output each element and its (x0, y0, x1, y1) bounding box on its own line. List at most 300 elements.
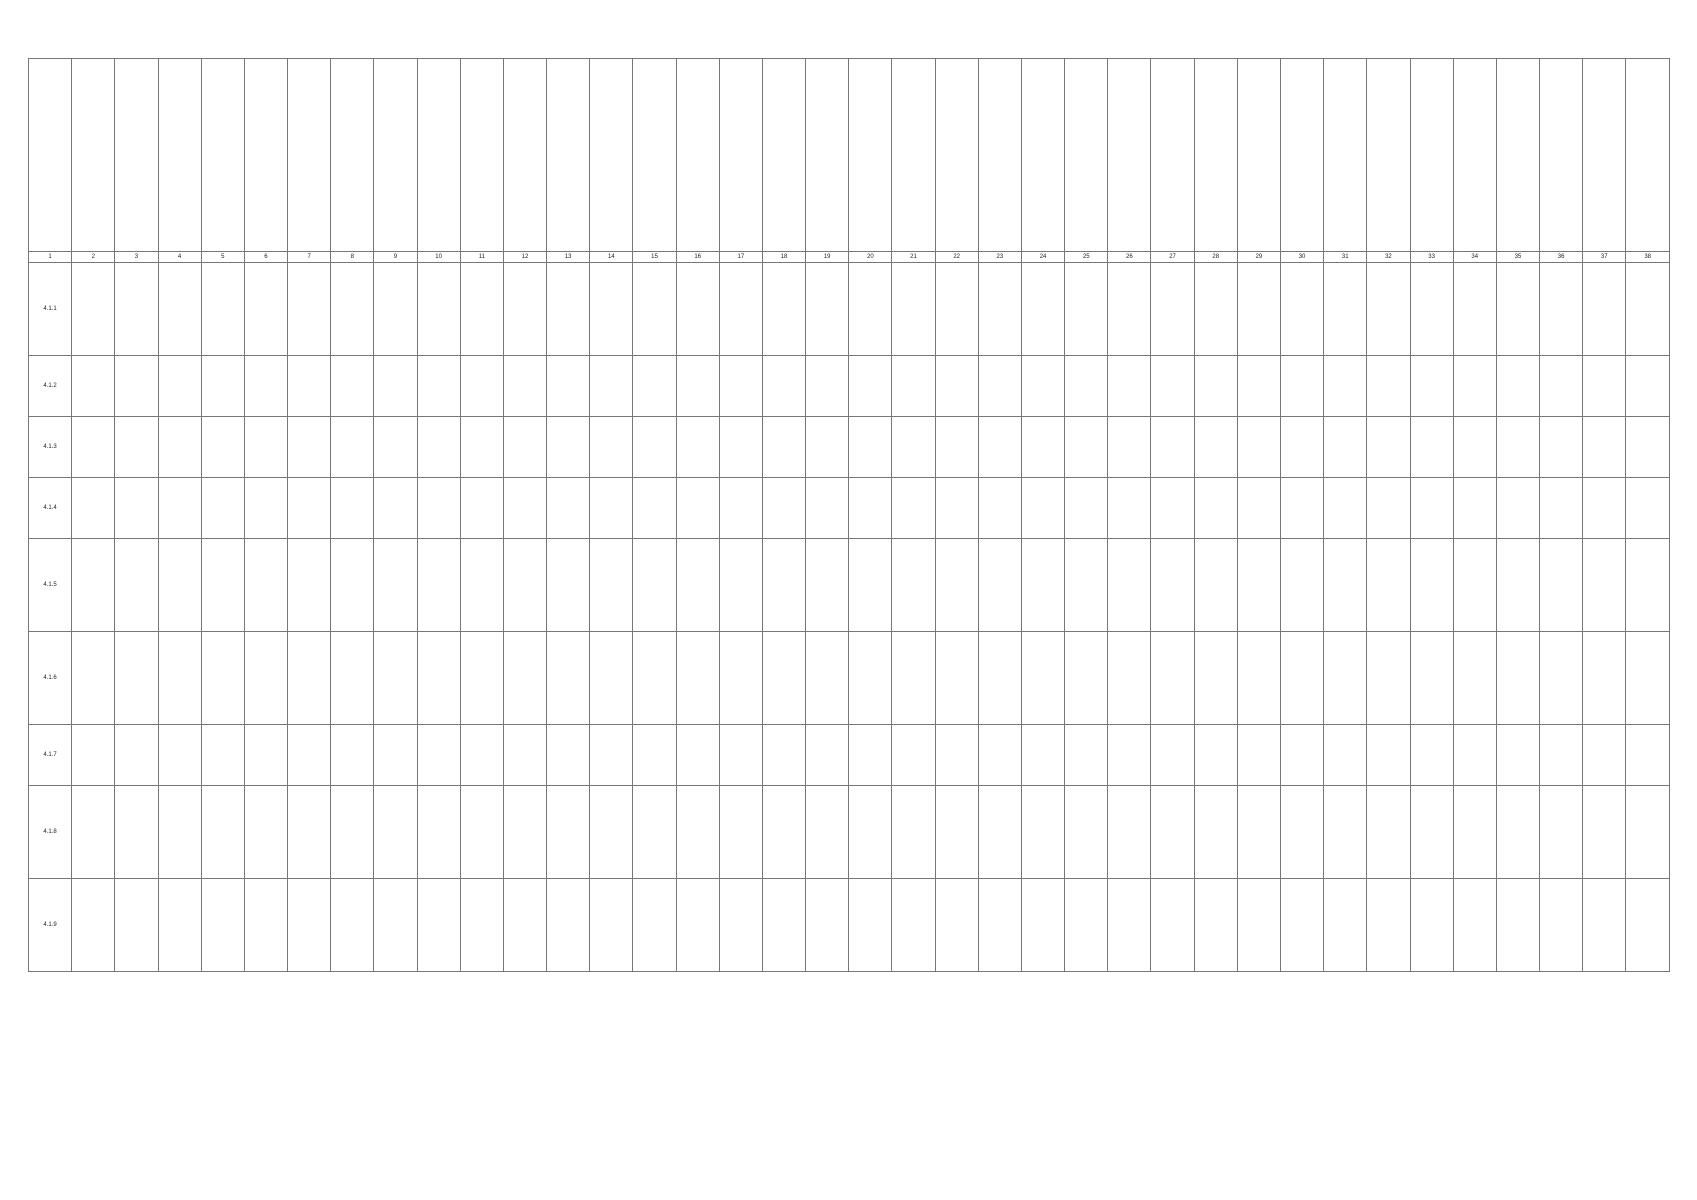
table-cell (1410, 478, 1453, 539)
table-cell (158, 263, 201, 356)
table-cell (547, 478, 590, 539)
header-cell (288, 59, 331, 252)
column-number-cell: 15 (633, 252, 676, 263)
table-cell (806, 417, 849, 478)
table-cell (503, 417, 546, 478)
table-cell (935, 879, 978, 972)
table-cell (762, 478, 805, 539)
table-cell (331, 539, 374, 632)
header-cell (806, 59, 849, 252)
table-cell (115, 417, 158, 478)
table-cell (417, 632, 460, 725)
table-cell (201, 632, 244, 725)
column-number-cell: 34 (1453, 252, 1496, 263)
table-cell (1626, 725, 1670, 786)
header-cell (503, 59, 546, 252)
header-row (29, 59, 1670, 252)
table-cell (1583, 725, 1626, 786)
table-cell (1496, 879, 1539, 972)
table-cell (676, 539, 719, 632)
table-cell (374, 725, 417, 786)
table-cell (158, 539, 201, 632)
table-cell (1410, 263, 1453, 356)
header-cell (1237, 59, 1280, 252)
table-cell (115, 478, 158, 539)
table-cell (719, 263, 762, 356)
column-number-cell: 32 (1367, 252, 1410, 263)
table-cell (1626, 632, 1670, 725)
table-cell (1410, 356, 1453, 417)
table-cell (1194, 539, 1237, 632)
table-cell (547, 725, 590, 786)
header-cell (762, 59, 805, 252)
table-cell (892, 725, 935, 786)
header-cell (115, 59, 158, 252)
table-cell (719, 879, 762, 972)
column-number-cell: 8 (331, 252, 374, 263)
table-cell (633, 632, 676, 725)
table-cell (1108, 725, 1151, 786)
table-cell (806, 786, 849, 879)
table-cell (1065, 478, 1108, 539)
column-number-cell: 11 (460, 252, 503, 263)
table-cell (1151, 417, 1194, 478)
table-cell (1367, 879, 1410, 972)
column-number-cell: 26 (1108, 252, 1151, 263)
column-number-cell: 33 (1410, 252, 1453, 263)
table-cell (1453, 786, 1496, 879)
table-cell (1540, 632, 1583, 725)
header-cell (1280, 59, 1323, 252)
table-cell (849, 417, 892, 478)
table-row (29, 539, 1670, 632)
table-cell (1453, 478, 1496, 539)
table-cell (158, 478, 201, 539)
table-cell (158, 356, 201, 417)
table-cell (115, 356, 158, 417)
table-cell (1583, 539, 1626, 632)
row-id-cell: 4.1.1 (29, 263, 72, 356)
table-cell (244, 786, 287, 879)
table-cell (1453, 725, 1496, 786)
table-cell (806, 879, 849, 972)
table-cell (1540, 356, 1583, 417)
table-cell (1065, 539, 1108, 632)
table-cell (1021, 356, 1064, 417)
header-cell (331, 59, 374, 252)
table-cell (1065, 417, 1108, 478)
table-cell (417, 725, 460, 786)
table-cell (374, 879, 417, 972)
header-cell (158, 59, 201, 252)
table-cell (762, 417, 805, 478)
table-cell (547, 786, 590, 879)
table-row (29, 263, 1670, 356)
header-cell (935, 59, 978, 252)
table-cell (1065, 725, 1108, 786)
table-cell (633, 725, 676, 786)
column-number-cell: 13 (547, 252, 590, 263)
table-cell (1151, 632, 1194, 725)
table-cell (849, 356, 892, 417)
table-cell (1540, 725, 1583, 786)
table-cell (806, 478, 849, 539)
table-cell (1324, 478, 1367, 539)
table-cell (1280, 417, 1323, 478)
column-number-cell: 30 (1280, 252, 1323, 263)
table-cell (460, 417, 503, 478)
table-cell (158, 786, 201, 879)
table-cell (115, 879, 158, 972)
table-cell (1280, 539, 1323, 632)
table-cell (1237, 879, 1280, 972)
table-cell (331, 478, 374, 539)
table-cell (115, 786, 158, 879)
header-cell (72, 59, 115, 252)
table-cell (1626, 356, 1670, 417)
table-cell (115, 539, 158, 632)
header-cell (244, 59, 287, 252)
table-cell (1021, 263, 1064, 356)
table-cell (978, 478, 1021, 539)
table-cell (1367, 263, 1410, 356)
table-cell (762, 725, 805, 786)
table-row (29, 632, 1670, 725)
table-cell (460, 632, 503, 725)
table-cell (806, 263, 849, 356)
table-cell (849, 478, 892, 539)
table-cell (849, 879, 892, 972)
table-cell (633, 356, 676, 417)
table-cell (978, 417, 1021, 478)
table-cell (676, 632, 719, 725)
column-number-cell: 17 (719, 252, 762, 263)
table-cell (892, 478, 935, 539)
table-cell (244, 879, 287, 972)
table-cell (72, 786, 115, 879)
table-cell (762, 879, 805, 972)
table-cell (417, 539, 460, 632)
column-number-cell: 25 (1065, 252, 1108, 263)
column-number-cell: 14 (590, 252, 633, 263)
column-number-cell: 29 (1237, 252, 1280, 263)
header-cell (1324, 59, 1367, 252)
header-cell (1540, 59, 1583, 252)
header-cell (676, 59, 719, 252)
table-cell (1065, 356, 1108, 417)
column-number-cell: 3 (115, 252, 158, 263)
table-cell (1194, 879, 1237, 972)
table-cell (1151, 539, 1194, 632)
table-cell (331, 786, 374, 879)
table-cell (201, 417, 244, 478)
table-cell (978, 725, 1021, 786)
table-cell (460, 356, 503, 417)
table-cell (892, 356, 935, 417)
table-cell (1065, 263, 1108, 356)
table-cell (1021, 417, 1064, 478)
table-cell (201, 786, 244, 879)
table-cell (460, 725, 503, 786)
table-cell (1108, 417, 1151, 478)
table-cell (547, 539, 590, 632)
table-cell (762, 356, 805, 417)
column-number-cell: 22 (935, 252, 978, 263)
table-cell (590, 632, 633, 725)
table-cell (1626, 263, 1670, 356)
header-cell (1496, 59, 1539, 252)
table-cell (331, 417, 374, 478)
table-cell (676, 879, 719, 972)
table-cell (417, 417, 460, 478)
column-number-cell: 18 (762, 252, 805, 263)
table-cell (935, 478, 978, 539)
table-cell (244, 263, 287, 356)
table-cell (849, 263, 892, 356)
table-cell (1453, 632, 1496, 725)
column-number-cell: 12 (503, 252, 546, 263)
column-number-cell: 4 (158, 252, 201, 263)
table-cell (1194, 725, 1237, 786)
header-cell (1453, 59, 1496, 252)
table-row (29, 417, 1670, 478)
column-number-cell: 36 (1540, 252, 1583, 263)
table-cell (1367, 786, 1410, 879)
document-table-container (28, 58, 1670, 1058)
table-cell (1583, 879, 1626, 972)
table-cell (1496, 786, 1539, 879)
header-cell (1583, 59, 1626, 252)
row-id-cell: 4.1.3 (29, 417, 72, 478)
table-cell (460, 786, 503, 879)
table-cell (547, 356, 590, 417)
table-cell (374, 263, 417, 356)
table-cell (633, 879, 676, 972)
table-cell (1540, 478, 1583, 539)
table-cell (1453, 879, 1496, 972)
table-cell (1324, 417, 1367, 478)
table-cell (72, 725, 115, 786)
table-cell (288, 879, 331, 972)
table-cell (1540, 786, 1583, 879)
table-cell (158, 725, 201, 786)
table-cell (719, 478, 762, 539)
table-cell (1496, 632, 1539, 725)
column-number-cell: 28 (1194, 252, 1237, 263)
header-cell (1108, 59, 1151, 252)
table-cell (72, 417, 115, 478)
table-cell (374, 632, 417, 725)
table-cell (1324, 539, 1367, 632)
table-cell (201, 725, 244, 786)
header-cell (547, 59, 590, 252)
table-cell (719, 725, 762, 786)
table-cell (201, 879, 244, 972)
table-cell (762, 539, 805, 632)
column-number-cell: 7 (288, 252, 331, 263)
table-cell (590, 356, 633, 417)
table-cell (1021, 478, 1064, 539)
table-cell (935, 417, 978, 478)
table-cell (503, 356, 546, 417)
table-cell (1108, 356, 1151, 417)
table-row (29, 786, 1670, 879)
table-cell (201, 263, 244, 356)
header-cell (29, 59, 72, 252)
table-cell (978, 539, 1021, 632)
column-number-cell: 27 (1151, 252, 1194, 263)
table-cell (72, 478, 115, 539)
table-cell (374, 356, 417, 417)
column-number-cell: 31 (1324, 252, 1367, 263)
table-cell (590, 539, 633, 632)
table-cell (331, 263, 374, 356)
table-cell (158, 879, 201, 972)
table-cell (676, 417, 719, 478)
table-cell (1583, 263, 1626, 356)
header-cell (1151, 59, 1194, 252)
table-cell (1626, 478, 1670, 539)
table-cell (547, 632, 590, 725)
table-cell (676, 478, 719, 539)
table-cell (1410, 539, 1453, 632)
table-cell (590, 417, 633, 478)
header-cell (1194, 59, 1237, 252)
column-number-cell: 19 (806, 252, 849, 263)
table-cell (1280, 879, 1323, 972)
table-cell (1540, 539, 1583, 632)
table-cell (1367, 417, 1410, 478)
table-cell (1194, 632, 1237, 725)
table-cell (633, 417, 676, 478)
table-cell (892, 417, 935, 478)
table-cell (201, 478, 244, 539)
table-cell (1108, 539, 1151, 632)
table-cell (547, 417, 590, 478)
table-cell (115, 725, 158, 786)
table-cell (1194, 356, 1237, 417)
table-cell (1626, 879, 1670, 972)
table-cell (719, 539, 762, 632)
table-cell (1324, 356, 1367, 417)
table-cell (1583, 356, 1626, 417)
table-cell (892, 879, 935, 972)
table-cell (244, 725, 287, 786)
table-cell (1496, 478, 1539, 539)
table-cell (935, 356, 978, 417)
table-cell (1453, 417, 1496, 478)
header-cell (1021, 59, 1064, 252)
table-cell (719, 417, 762, 478)
table-cell (201, 539, 244, 632)
table-cell (1496, 725, 1539, 786)
table-cell (1065, 632, 1108, 725)
table-cell (417, 786, 460, 879)
table-cell (1237, 417, 1280, 478)
table-cell (590, 725, 633, 786)
column-number-row (29, 252, 1670, 263)
table-row (29, 478, 1670, 539)
column-number-cell: 5 (201, 252, 244, 263)
table-cell (1280, 725, 1323, 786)
table-cell (1194, 786, 1237, 879)
table-cell (288, 539, 331, 632)
header-cell (1626, 59, 1670, 252)
table-cell (892, 539, 935, 632)
table-cell (460, 478, 503, 539)
data-table (28, 58, 1670, 972)
table-cell (1021, 539, 1064, 632)
table-row (29, 879, 1670, 972)
table-cell (1280, 632, 1323, 725)
header-cell (201, 59, 244, 252)
table-row (29, 725, 1670, 786)
table-cell (1151, 478, 1194, 539)
table-cell (1194, 263, 1237, 356)
table-row (29, 356, 1670, 417)
column-number-cell: 21 (892, 252, 935, 263)
table-cell (417, 263, 460, 356)
table-cell (719, 786, 762, 879)
header-cell (590, 59, 633, 252)
row-id-cell: 4.1.6 (29, 632, 72, 725)
table-cell (244, 632, 287, 725)
table-cell (1496, 356, 1539, 417)
header-cell (460, 59, 503, 252)
table-cell (1237, 478, 1280, 539)
table-cell (1108, 263, 1151, 356)
table-cell (1583, 632, 1626, 725)
table-cell (1021, 786, 1064, 879)
table-cell (244, 417, 287, 478)
table-cell (590, 786, 633, 879)
table-cell (762, 632, 805, 725)
table-cell (1367, 539, 1410, 632)
column-number-cell: 23 (978, 252, 1021, 263)
table-cell (115, 263, 158, 356)
column-number-cell: 9 (374, 252, 417, 263)
table-cell (503, 632, 546, 725)
table-cell (676, 725, 719, 786)
table-cell (1237, 725, 1280, 786)
table-cell (1324, 879, 1367, 972)
header-cell (417, 59, 460, 252)
table-cell (288, 478, 331, 539)
table-cell (1280, 356, 1323, 417)
table-cell (1626, 539, 1670, 632)
table-cell (935, 786, 978, 879)
table-cell (719, 356, 762, 417)
table-cell (806, 725, 849, 786)
table-cell (244, 539, 287, 632)
column-number-cell: 16 (676, 252, 719, 263)
table-cell (762, 263, 805, 356)
table-cell (288, 417, 331, 478)
header-cell (633, 59, 676, 252)
column-number-cell: 10 (417, 252, 460, 263)
table-cell (547, 263, 590, 356)
table-cell (1410, 632, 1453, 725)
table-cell (1324, 725, 1367, 786)
table-cell (1280, 263, 1323, 356)
table-cell (1237, 263, 1280, 356)
table-cell (115, 632, 158, 725)
table-cell (892, 786, 935, 879)
table-cell (1151, 879, 1194, 972)
table-cell (1021, 879, 1064, 972)
header-cell (849, 59, 892, 252)
table-cell (244, 356, 287, 417)
